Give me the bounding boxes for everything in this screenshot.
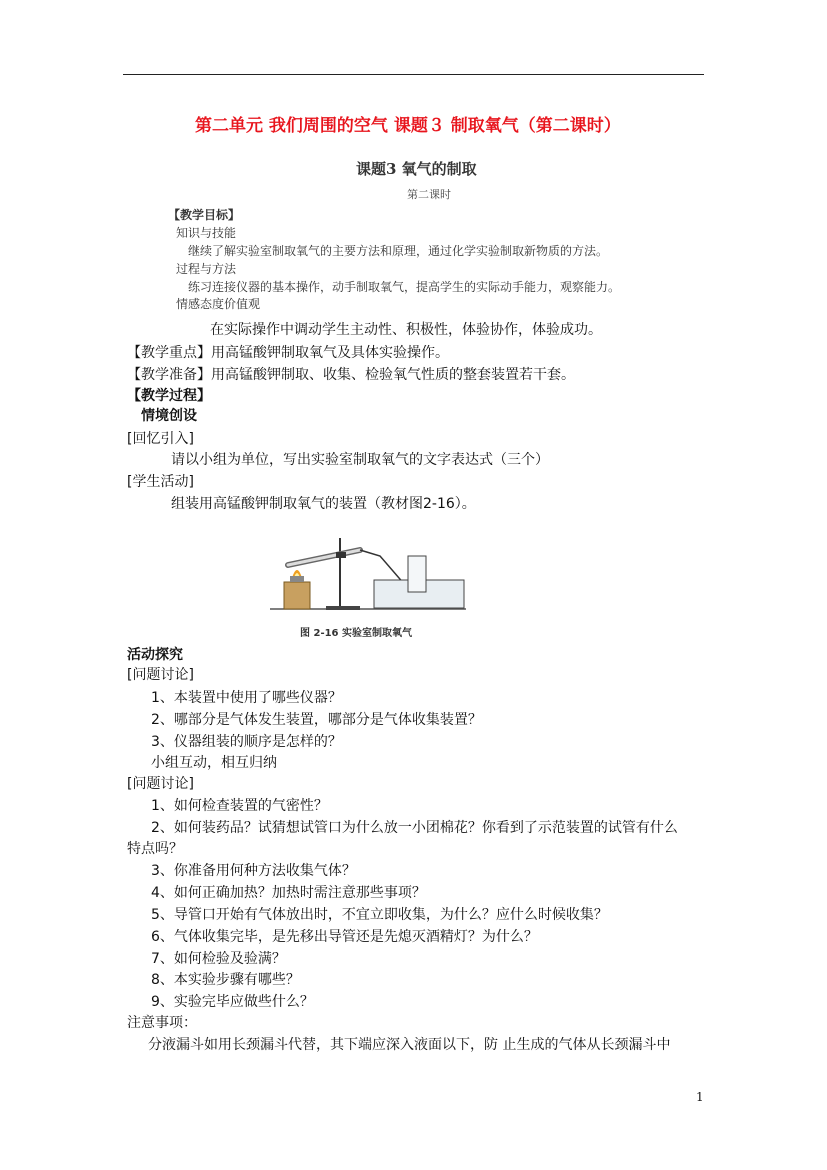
discussion1-item: 3、仪器组装的顺序是怎样的？ bbox=[151, 734, 342, 750]
explore-heading: 活动探究 bbox=[127, 647, 183, 663]
knowledge-label: 知识与技能 bbox=[176, 226, 237, 240]
discussion2-item: 6、气体收集完毕，是先移出导管还是先熄灭酒精灯？为什么？ bbox=[151, 929, 538, 945]
attitude-label: 情感态度价值观 bbox=[176, 297, 261, 311]
discussion1-item: 1、本装置中使用了哪些仪器？ bbox=[151, 690, 342, 706]
attitude-text: 在实际操作中调动学生主动性、积极性，体验协作，体验成功。 bbox=[210, 322, 602, 338]
activity-label: [学生活动] bbox=[127, 474, 194, 490]
recall-label: [回忆引入] bbox=[127, 431, 194, 447]
key-point: 【教学重点】用高锰酸钾制取氧气及具体实验操作。 bbox=[127, 345, 449, 361]
discussion2-item: 3、你准备用何种方法收集气体？ bbox=[151, 863, 356, 879]
notes-label: 注意事项： bbox=[127, 1015, 197, 1031]
discussion1-label: [问题讨论] bbox=[127, 667, 194, 683]
process-text: 练习连接仪器的基本操作，动手制取氧气，提高学生的实际动手能力，观察能力。 bbox=[188, 280, 621, 294]
header-rule bbox=[123, 74, 704, 75]
discussion2-item: 7、如何检验及验满？ bbox=[151, 951, 286, 967]
preparation: 【教学准备】用高锰酸钾制取、收集、检验氧气性质的整套装置若干套。 bbox=[127, 367, 575, 383]
apparatus-illustration bbox=[270, 520, 466, 624]
process-heading: 【教学过程】 bbox=[127, 388, 211, 404]
knowledge-text: 继续了解实验室制取氧气的主要方法和原理，通过化学实验制取新物质的方法。 bbox=[188, 244, 609, 258]
activity-text: 组装用高锰酸钾制取氧气的装置（教材图2-16）。 bbox=[171, 496, 476, 512]
discussion2-item: 1、如何检查装置的气密性？ bbox=[151, 798, 328, 814]
figure-caption: 图 2-16 实验室制取氧气 bbox=[300, 628, 412, 639]
apparatus-figure bbox=[270, 520, 466, 642]
group-text: 小组互动，相互归纳 bbox=[151, 755, 277, 771]
discussion2-label: [问题讨论] bbox=[127, 776, 194, 792]
discussion2-item: 4、如何正确加热？加热时需注意那些事项？ bbox=[151, 885, 426, 901]
scan-subheading: 第二课时 bbox=[407, 188, 451, 201]
discussion2-item: 5、导管口开始有气体放出时，不宜立即收集，为什么？应什么时候收集？ bbox=[151, 907, 608, 923]
discussion1-item: 2、哪部分是气体发生装置，哪部分是气体收集装置？ bbox=[151, 712, 482, 728]
process-label: 过程与方法 bbox=[176, 262, 237, 276]
page-title: 第二单元 我们周围的空气 课题３ 制取氧气（第二课时） bbox=[195, 116, 621, 136]
scan-heading: 课题3 氧气的制取 bbox=[356, 160, 477, 178]
goals-label: 【教学目标】 bbox=[168, 208, 241, 222]
page-number: 1 bbox=[696, 1090, 704, 1104]
discussion2-item: 8、本实验步骤有哪些？ bbox=[151, 972, 300, 988]
scenario-heading: 情境创设 bbox=[141, 408, 197, 424]
discussion2-item: 2、如何装药品？试猜想试管口为什么放一小团棉花？你看到了示范装置的试管有什么 bbox=[151, 820, 678, 836]
discussion2-item: 9、实验完毕应做些什么？ bbox=[151, 994, 314, 1010]
discussion2-item-continued: 特点吗？ bbox=[127, 841, 183, 857]
recall-text: 请以小组为单位，写出实验室制取氧气的文字表达式（三个） bbox=[171, 452, 549, 468]
notes-text: 分液漏斗如用长颈漏斗代替，其下端应深入液面以下，防 止生成的气体从长颈漏斗中 bbox=[148, 1037, 671, 1053]
scanned-excerpt bbox=[160, 158, 650, 311]
